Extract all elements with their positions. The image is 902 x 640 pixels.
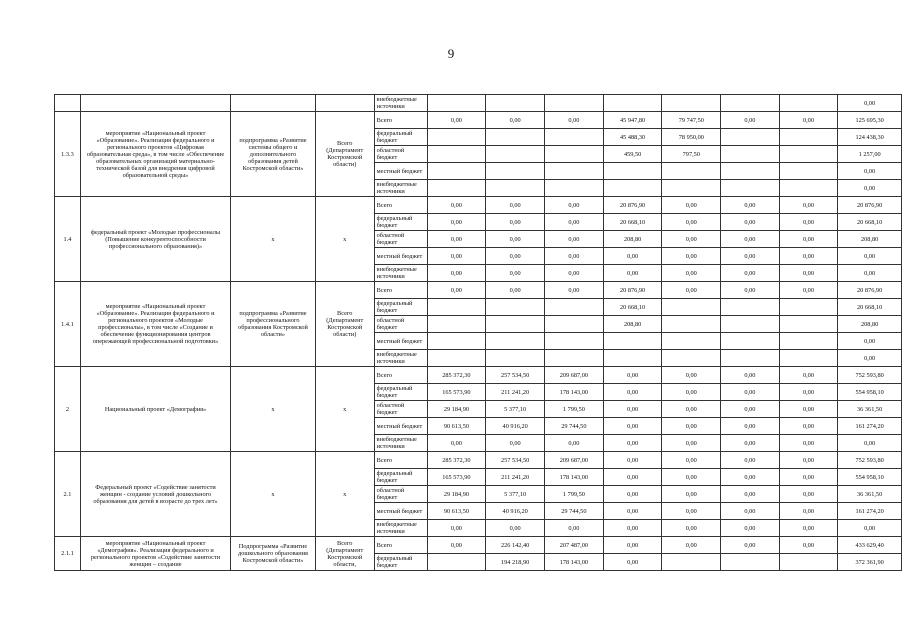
amount-cell: 45 488,30 <box>603 129 662 146</box>
amount-cell <box>779 333 838 350</box>
total-value: 433 629,40 <box>838 537 902 554</box>
funding-source: федеральный бюджет <box>374 214 427 231</box>
amount-cell: 0,00 <box>779 214 838 231</box>
funding-source: федеральный бюджет <box>374 299 427 316</box>
amount-cell: 0,00 <box>603 469 662 486</box>
amount-cell <box>603 95 662 112</box>
amount-cell: 0,00 <box>721 384 780 401</box>
amount-cell: 0,00 <box>603 435 662 452</box>
amount-cell: 797,50 <box>662 146 721 163</box>
amount-cell <box>427 129 486 146</box>
amount-cell <box>427 163 486 180</box>
total-value: 36 361,50 <box>838 401 902 418</box>
amount-cell: 78 950,00 <box>662 129 721 146</box>
amount-cell: 209 687,00 <box>545 452 604 469</box>
amount-cell: 0,00 <box>427 112 486 129</box>
amount-cell <box>545 163 604 180</box>
amount-cell: 0,00 <box>721 486 780 503</box>
amount-cell <box>603 163 662 180</box>
amount-cell <box>779 146 838 163</box>
amount-cell: 0,00 <box>779 367 838 384</box>
item-executor: Всего (Департамент Костромской области) <box>315 112 374 197</box>
amount-cell <box>427 299 486 316</box>
amount-cell <box>721 129 780 146</box>
amount-cell: 5 377,10 <box>486 401 545 418</box>
total-value: 36 361,50 <box>838 486 902 503</box>
amount-cell: 5 377,10 <box>486 486 545 503</box>
amount-cell: 45 947,80 <box>603 112 662 129</box>
item-name: Федеральный проект «Содействие занятости женщин - создание условий дошкольного образования для детей в возрасте до трех лет» <box>80 452 230 537</box>
amount-cell: 0,00 <box>721 469 780 486</box>
amount-cell <box>662 316 721 333</box>
amount-cell <box>545 129 604 146</box>
amount-cell: 0,00 <box>662 214 721 231</box>
funding-source: областной бюджет <box>374 316 427 333</box>
funding-source: Всего <box>374 112 427 129</box>
funding-source: внебюджетные источники <box>374 265 427 282</box>
amount-cell: 0,00 <box>603 452 662 469</box>
amount-cell: 40 916,20 <box>486 503 545 520</box>
amount-cell: 0,00 <box>603 384 662 401</box>
amount-cell <box>486 146 545 163</box>
amount-cell: 0,00 <box>662 520 721 537</box>
amount-cell: 0,00 <box>486 197 545 214</box>
amount-cell: 0,00 <box>603 503 662 520</box>
amount-cell <box>721 299 780 316</box>
page-number: 9 <box>447 46 455 61</box>
funding-source: местный бюджет <box>374 503 427 520</box>
amount-cell <box>721 333 780 350</box>
amount-cell <box>427 146 486 163</box>
item-executor: х <box>315 452 374 537</box>
amount-cell <box>486 350 545 367</box>
amount-cell: 0,00 <box>545 520 604 537</box>
amount-cell: 0,00 <box>662 197 721 214</box>
amount-cell: 0,00 <box>545 214 604 231</box>
item-name <box>80 95 230 112</box>
amount-cell: 208,80 <box>603 316 662 333</box>
amount-cell: 0,00 <box>545 112 604 129</box>
amount-cell: 209 687,00 <box>545 367 604 384</box>
amount-cell: 0,00 <box>603 418 662 435</box>
amount-cell <box>603 350 662 367</box>
funding-source: местный бюджет <box>374 418 427 435</box>
amount-cell: 178 143,00 <box>545 554 604 571</box>
funding-source: областной бюджет <box>374 231 427 248</box>
item-program: Подпрограмма «Развитие дошкольного образования Костромской области» <box>231 537 316 571</box>
amount-cell: 0,00 <box>721 418 780 435</box>
amount-cell: 0,00 <box>779 486 838 503</box>
amount-cell <box>486 163 545 180</box>
amount-cell: 0,00 <box>721 401 780 418</box>
total-value: 0,00 <box>838 350 902 367</box>
amount-cell: 0,00 <box>427 265 486 282</box>
funding-source: внебюджетные источники <box>374 95 427 112</box>
amount-cell: 211 241,20 <box>486 469 545 486</box>
amount-cell <box>779 180 838 197</box>
amount-cell: 0,00 <box>662 435 721 452</box>
amount-cell: 29 184,90 <box>427 401 486 418</box>
funding-source: федеральный бюджет <box>374 129 427 146</box>
amount-cell <box>427 333 486 350</box>
amount-cell <box>603 180 662 197</box>
amount-cell <box>486 129 545 146</box>
amount-cell: 257 534,50 <box>486 452 545 469</box>
table-row <box>55 197 902 214</box>
amount-cell <box>486 180 545 197</box>
funding-source: федеральный бюджет <box>374 384 427 401</box>
amount-cell: 0,00 <box>545 265 604 282</box>
amount-cell: 0,00 <box>545 248 604 265</box>
amount-cell: 0,00 <box>721 537 780 554</box>
amount-cell <box>427 350 486 367</box>
amount-cell <box>721 554 780 571</box>
amount-cell: 0,00 <box>779 248 838 265</box>
item-program: подпрограмма «Развитие профессионального образования Костромской области» <box>231 282 316 367</box>
total-value: 0,00 <box>838 435 902 452</box>
total-value: 124 438,30 <box>838 129 902 146</box>
amount-cell <box>486 333 545 350</box>
amount-cell <box>427 316 486 333</box>
amount-cell: 40 916,20 <box>486 418 545 435</box>
amount-cell: 20 668,10 <box>603 299 662 316</box>
amount-cell: 0,00 <box>603 554 662 571</box>
amount-cell <box>779 163 838 180</box>
amount-cell: 0,00 <box>545 231 604 248</box>
amount-cell: 0,00 <box>427 248 486 265</box>
amount-cell <box>545 180 604 197</box>
table-row <box>55 367 902 384</box>
amount-cell: 0,00 <box>603 486 662 503</box>
amount-cell: 1 799,50 <box>545 486 604 503</box>
amount-cell: 0,00 <box>779 452 838 469</box>
amount-cell: 0,00 <box>545 282 604 299</box>
amount-cell: 0,00 <box>779 435 838 452</box>
amount-cell <box>662 554 721 571</box>
amount-cell: 0,00 <box>486 248 545 265</box>
amount-cell: 0,00 <box>486 282 545 299</box>
amount-cell: 178 143,00 <box>545 384 604 401</box>
funding-source: местный бюджет <box>374 248 427 265</box>
amount-cell: 0,00 <box>779 282 838 299</box>
amount-cell: 29 744,50 <box>545 418 604 435</box>
amount-cell: 0,00 <box>662 384 721 401</box>
amount-cell: 0,00 <box>721 452 780 469</box>
amount-cell: 20 876,90 <box>603 282 662 299</box>
funding-source: местный бюджет <box>374 333 427 350</box>
amount-cell: 211 241,20 <box>486 384 545 401</box>
amount-cell <box>721 146 780 163</box>
amount-cell: 0,00 <box>662 418 721 435</box>
amount-cell: 285 372,30 <box>427 452 486 469</box>
total-value: 0,00 <box>838 163 902 180</box>
amount-cell: 0,00 <box>779 503 838 520</box>
item-program: х <box>231 452 316 537</box>
amount-cell: 0,00 <box>603 537 662 554</box>
total-value: 0,00 <box>838 180 902 197</box>
amount-cell <box>545 316 604 333</box>
total-value: 752 593,80 <box>838 452 902 469</box>
amount-cell: 257 534,50 <box>486 367 545 384</box>
total-value: 554 958,10 <box>838 384 902 401</box>
amount-cell: 0,00 <box>662 282 721 299</box>
amount-cell: 0,00 <box>721 248 780 265</box>
amount-cell: 20 668,10 <box>603 214 662 231</box>
amount-cell: 0,00 <box>721 112 780 129</box>
total-value: 0,00 <box>838 520 902 537</box>
amount-cell: 0,00 <box>662 367 721 384</box>
total-value: 208,80 <box>838 316 902 333</box>
total-value: 20 668,10 <box>838 214 902 231</box>
amount-cell <box>662 180 721 197</box>
amount-cell: 0,00 <box>603 520 662 537</box>
amount-cell: 0,00 <box>662 401 721 418</box>
funding-source: Всего <box>374 367 427 384</box>
amount-cell: 165 573,90 <box>427 469 486 486</box>
amount-cell: 0,00 <box>779 469 838 486</box>
total-value: 554 958,10 <box>838 469 902 486</box>
amount-cell <box>779 554 838 571</box>
amount-cell <box>662 95 721 112</box>
funding-source: областной бюджет <box>374 146 427 163</box>
amount-cell: 1 799,50 <box>545 401 604 418</box>
amount-cell: 0,00 <box>779 384 838 401</box>
funding-source: внебюджетные источники <box>374 435 427 452</box>
item-program: х <box>231 197 316 282</box>
item-name: мероприятие «Национальный проект «Образование». Реализация федерального и регионального проектов «Цифровая образовательная среда», в том числе «Обеспечение образовательных организаций материально-технической базой для внедрения цифровой образовательной среды» <box>80 112 230 197</box>
funding-source: Всего <box>374 197 427 214</box>
item-executor <box>315 95 374 112</box>
amount-cell <box>721 180 780 197</box>
funding-source: Всего <box>374 282 427 299</box>
amount-cell: 0,00 <box>779 537 838 554</box>
funding-source: областной бюджет <box>374 401 427 418</box>
amount-cell <box>486 299 545 316</box>
item-number <box>55 95 81 112</box>
amount-cell: 0,00 <box>662 469 721 486</box>
amount-cell: 0,00 <box>662 503 721 520</box>
budget-table <box>54 94 902 571</box>
amount-cell: 226 142,40 <box>486 537 545 554</box>
item-program: х <box>231 367 316 452</box>
amount-cell: 0,00 <box>721 214 780 231</box>
amount-cell <box>721 163 780 180</box>
funding-source: областной бюджет <box>374 486 427 503</box>
amount-cell: 0,00 <box>603 401 662 418</box>
amount-cell: 165 573,90 <box>427 384 486 401</box>
funding-source: внебюджетные источники <box>374 180 427 197</box>
amount-cell: 0,00 <box>486 265 545 282</box>
item-executor: х <box>315 367 374 452</box>
amount-cell: 0,00 <box>721 367 780 384</box>
total-value: 0,00 <box>838 95 902 112</box>
amount-cell: 0,00 <box>427 197 486 214</box>
amount-cell: 0,00 <box>427 537 486 554</box>
funding-source: Всего <box>374 537 427 554</box>
amount-cell: 0,00 <box>779 112 838 129</box>
total-value: 20 668,10 <box>838 299 902 316</box>
amount-cell: 0,00 <box>779 401 838 418</box>
amount-cell: 0,00 <box>662 248 721 265</box>
total-value: 752 593,80 <box>838 367 902 384</box>
amount-cell <box>721 316 780 333</box>
amount-cell <box>545 333 604 350</box>
amount-cell: 0,00 <box>662 231 721 248</box>
total-value: 20 876,90 <box>838 282 902 299</box>
amount-cell <box>427 554 486 571</box>
amount-cell: 0,00 <box>427 435 486 452</box>
amount-cell: 0,00 <box>779 520 838 537</box>
total-value: 161 274,20 <box>838 503 902 520</box>
amount-cell: 0,00 <box>779 265 838 282</box>
amount-cell: 0,00 <box>427 231 486 248</box>
funding-source: внебюджетные источники <box>374 350 427 367</box>
amount-cell: 29 744,50 <box>545 503 604 520</box>
funding-source: федеральный бюджет <box>374 554 427 571</box>
amount-cell: 208,80 <box>603 231 662 248</box>
amount-cell: 0,00 <box>721 197 780 214</box>
amount-cell <box>486 316 545 333</box>
total-value: 208,80 <box>838 231 902 248</box>
amount-cell: 0,00 <box>721 520 780 537</box>
amount-cell <box>721 350 780 367</box>
total-value: 0,00 <box>838 248 902 265</box>
amount-cell: 0,00 <box>427 282 486 299</box>
amount-cell: 0,00 <box>721 503 780 520</box>
amount-cell: 90 613,50 <box>427 418 486 435</box>
total-value: 0,00 <box>838 265 902 282</box>
total-value: 125 695,30 <box>838 112 902 129</box>
table-row <box>55 452 902 469</box>
amount-cell <box>545 146 604 163</box>
amount-cell <box>721 95 780 112</box>
amount-cell: 0,00 <box>603 265 662 282</box>
amount-cell: 0,00 <box>662 452 721 469</box>
funding-source: местный бюджет <box>374 163 427 180</box>
funding-source: федеральный бюджет <box>374 469 427 486</box>
item-number: 2 <box>55 367 81 452</box>
amount-cell <box>779 299 838 316</box>
item-name: мероприятие «Национальный проект «Демография». Реализация федерального и регионального проектов «Содействие занятости женщин – создание <box>80 537 230 571</box>
amount-cell <box>779 95 838 112</box>
amount-cell: 459,50 <box>603 146 662 163</box>
item-program <box>231 95 316 112</box>
item-program: подпрограмма «Развитие системы общего и дополнительного образования детей Костромской области» <box>231 112 316 197</box>
item-name: мероприятие «Национальный проект «Образование». Реализация федерального и регионального проектов «Молодые профессионалы», в том числе «Создание и обеспечение функционирования центров опережающей профессиональной подготовки» <box>80 282 230 367</box>
item-executor: х <box>315 197 374 282</box>
amount-cell: 90 613,50 <box>427 503 486 520</box>
amount-cell <box>486 95 545 112</box>
funding-source: внебюджетные источники <box>374 520 427 537</box>
amount-cell: 0,00 <box>427 214 486 231</box>
amount-cell <box>603 333 662 350</box>
amount-cell: 285 372,30 <box>427 367 486 384</box>
amount-cell: 0,00 <box>721 282 780 299</box>
amount-cell: 0,00 <box>662 537 721 554</box>
table-row <box>55 112 902 129</box>
amount-cell: 0,00 <box>486 231 545 248</box>
amount-cell <box>779 316 838 333</box>
table-row <box>55 282 902 299</box>
amount-cell <box>662 350 721 367</box>
item-number: 2.1 <box>55 452 81 537</box>
amount-cell: 79 747,50 <box>662 112 721 129</box>
amount-cell: 0,00 <box>427 520 486 537</box>
amount-cell: 0,00 <box>721 265 780 282</box>
amount-cell: 0,00 <box>603 248 662 265</box>
table-row <box>55 537 902 554</box>
amount-cell: 0,00 <box>721 435 780 452</box>
total-value: 20 876,90 <box>838 197 902 214</box>
amount-cell: 0,00 <box>779 231 838 248</box>
amount-cell: 0,00 <box>662 265 721 282</box>
total-value: 0,00 <box>838 333 902 350</box>
amount-cell <box>427 95 486 112</box>
item-executor: Всего (Департамент Костромской области) <box>315 282 374 367</box>
amount-cell: 0,00 <box>486 214 545 231</box>
item-name: федеральный проект «Молодые профессионалы (Повышение конкурентоспособности профессионального образования)» <box>80 197 230 282</box>
item-name: Национальный проект «Демография» <box>80 367 230 452</box>
item-number: 1.4 <box>55 197 81 282</box>
table-row <box>55 95 902 112</box>
amount-cell: 0,00 <box>779 418 838 435</box>
amount-cell <box>662 333 721 350</box>
amount-cell: 178 143,00 <box>545 469 604 486</box>
amount-cell: 207 487,00 <box>545 537 604 554</box>
amount-cell: 0,00 <box>545 435 604 452</box>
amount-cell: 0,00 <box>486 520 545 537</box>
amount-cell <box>545 95 604 112</box>
amount-cell <box>779 129 838 146</box>
amount-cell: 20 876,90 <box>603 197 662 214</box>
amount-cell: 0,00 <box>662 486 721 503</box>
funding-source: Всего <box>374 452 427 469</box>
amount-cell <box>545 299 604 316</box>
amount-cell: 0,00 <box>603 367 662 384</box>
amount-cell: 0,00 <box>486 112 545 129</box>
item-number: 2.1.1 <box>55 537 81 571</box>
amount-cell <box>662 163 721 180</box>
total-value: 1 257,00 <box>838 146 902 163</box>
amount-cell: 0,00 <box>721 231 780 248</box>
amount-cell <box>662 299 721 316</box>
amount-cell: 29 184,90 <box>427 486 486 503</box>
amount-cell: 0,00 <box>486 435 545 452</box>
amount-cell: 0,00 <box>779 197 838 214</box>
total-value: 161 274,20 <box>838 418 902 435</box>
item-number: 1.4.1 <box>55 282 81 367</box>
amount-cell <box>545 350 604 367</box>
item-executor: Всего (Департамент Костромской области, <box>315 537 374 571</box>
amount-cell: 0,00 <box>545 197 604 214</box>
amount-cell: 194 218,90 <box>486 554 545 571</box>
amount-cell <box>427 180 486 197</box>
total-value: 372 361,90 <box>838 554 902 571</box>
amount-cell <box>779 350 838 367</box>
item-number: 1.3.3 <box>55 112 81 197</box>
